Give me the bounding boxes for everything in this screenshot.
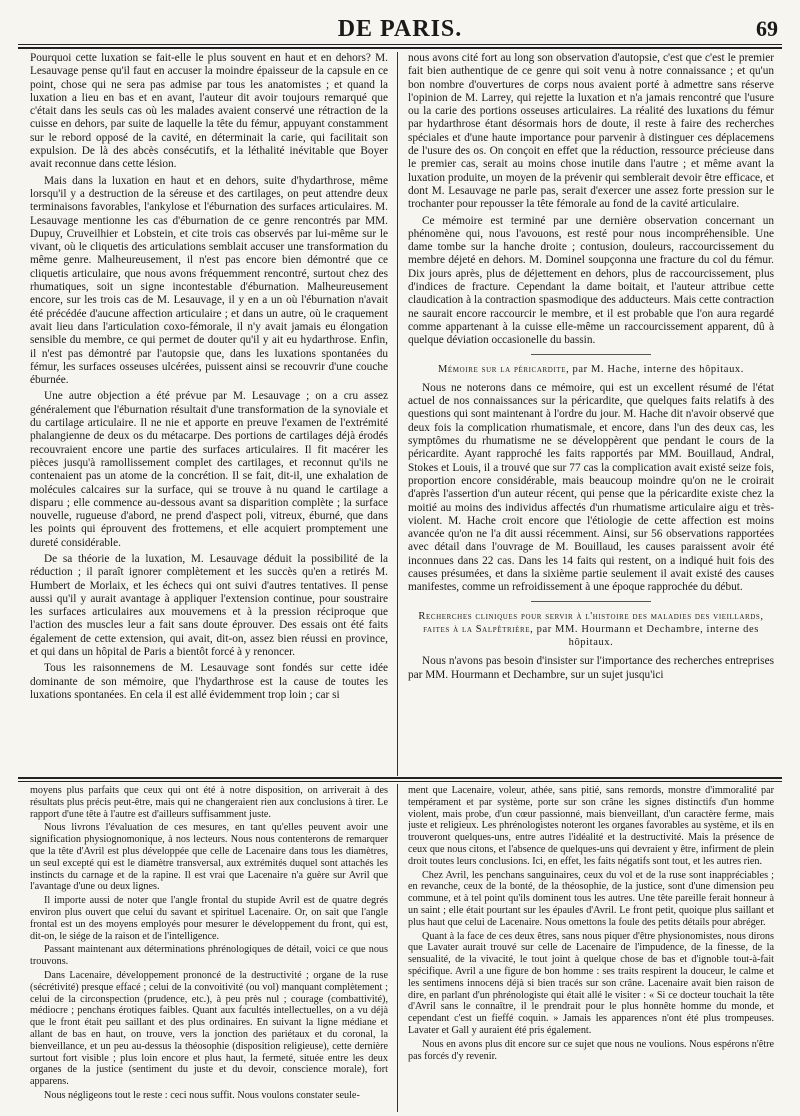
section-title: Recherches cliniques pour servir à l'histoire des maladies des vieillards, faites à la Salpêtrière, [418, 610, 764, 635]
footer-rule [18, 777, 782, 779]
paragraph: Nous livrons l'évaluation de ces mesures, en tant qu'elles peuvent avoir une signification physiognomonique, à nos lecteurs. Nous nous contenterons de remarquer que la tête d'Avril est plus développée que celle de Lacenaire dans tous les diamètres, un seul excepté qui est le diamètre transversal, aux extrémités duquel sont attachés les instincts du carnage et de la rapine. Il est vrai que Lacenaire n'a guère sur Avril que l'avantage d'une ou deux lignes. [30, 822, 388, 893]
right-column [408, 52, 774, 774]
feuilleton-left-column [30, 785, 388, 1110]
section-separator [531, 601, 651, 602]
paragraph: Nous en avons plus dit encore sur ce sujet que nous ne voulions. Nous espérons n'être pas forcés d'y revenir. [408, 1038, 774, 1062]
paragraph: Dans Lacenaire, développement prononcé de la destructivité ; organe de la ruse (sécrétivité) presque effacé ; celui de la convoitivité (ou vol) manquant complètement ; celui de la circonspection (prudence, etc.), à peu près nul ; courage (combattivité), médiocre ; penchans érotiques faibles. Quant aux facultés intellectuelles, on a vu déjà que le front était peu saillant et des plus ordinaires. En suivant la ligne médiane et allant de bas en haut, on trouve, vers la jonction des pariétaux et du coronal, la bienveillance, et un peu au-dessus la théosophie (disposition religieuse), cette dernière surtout fort visible ; plus loin encore et plus haut, la fermeté, située entre les deux organes de la justice (sentiment du juste et du devoir, conscience morale), fort apparens. [30, 969, 388, 1088]
paragraph: Nous négligeons tout le reste : ceci nous suffit. Nous voulons constater seule- [44, 1089, 360, 1101]
feuilleton-right-column [408, 785, 774, 1110]
paragraph: ment que Lacenaire, voleur, athée, sans pitié, sans remords, monstre d'immoralité par tempérament et par système, porte sur son crâne les signes distinctifs d'un homme violent, mais probe, d'un cœur passionné, mais bienveillant, d'un caractère ferme, mais juste et religieux. Les phrénologistes noteront les organes favorables au système, et ils en trouveront quelques-uns, entre autres l'idéalité et la destructivité. Mais la présence de ceux que nous citons, et l'absence de quelques-uns qui devraient y être, infirment de plein droit toutes leurs conclusions. Ici, en effet, les faits négatifs sont tout, et les autres rien. [408, 785, 774, 867]
paragraph: Chez Avril, les penchans sanguinaires, ceux du vol et de la ruse sont inappréciables ; en revanche, ceux de la bonté, de la théosophie, de la justice, sont d'une dimension peu commune, et à tel point qu'ils dominent tous les autres. Une tête pareille ferait honneur à un saint ; elle était pourtant sur les épaules d'Avril. Le front petit, quoique plus saillant et plus haut que celui de Lacenaire. Nous omettons la foule des petits détails pour abréger. [408, 869, 774, 928]
section-heading-pericardite [408, 363, 774, 376]
footer-rule-thin [18, 781, 782, 782]
paragraph: Quant à la face de ces deux êtres, sans nous piquer d'être physionomistes, nous dirons que Lavater aurait trouvé sur celle de Lacenaire de l'impudence, de la finesse, de la sensualité, de la vivacité, le tout joint à quelque chose de bas et d'ignoble tout-à-fait spécifique. Avril a une figure de bon homme : ses traits respirent la douceur, le calme et les sentimens innocens déjà si bien tracés sur son crâne. Lacenaire avait bien raison de dire, en parlant d'un phrénologiste qui était allé le visiter : « Si ce docteur touchait la tête d'Avril sans le connaître, il le prendrait pour le plus honnête homme du monde, et cependant c'est un fieffé coquin. » Jamais les apparences n'ont été plus trompeuses. Lavater et Gall y auraient été pris également. [408, 930, 774, 1036]
column-divider [397, 52, 398, 776]
header-rule-thick [18, 47, 782, 49]
footer-column-divider [397, 784, 398, 1112]
paragraph: Pourquoi cette luxation se fait-elle le plus souvent en haut et en dehors? M. Lesauvage pense qu'il faut en accuser la moindre épaisseur de la capsule en ce point, chose qui ne sera pas admise par tous les anatomistes ; et quand la luxation a lieu en bas et en avant, l'auteur dit avoir toujours remarqué que c'était dans les seuls cas où les malades avaient conservé une rétraction de la cuisse en dehors, par suite de laquelle la tête du fémur, appuyant constamment sur le rebord opposé de la cavité, en déterminait la carie, qui facilitait son expulsion. De là des abcès consécutifs, et la léthalité inévitable que Boyer avait reconnue dans cette lésion. [30, 52, 388, 171]
paragraph: Ce mémoire est terminé par une dernière observation concernant un phénomène qui, nous l'avouons, est resté pour nous incompréhensible. Une dame tombe sur la hanche droite ; contusion, douleurs, raccourcissement du membre déjeté en dehors. M. Dominel soupçonna une fracture du col du fémur. Dix jours après, plus de déjettement en dehors, plus de raccourcissement, plus d'indices de fracture. Cependant la dame boitait, et l'auteur attribue cette claudication à la contraction spasmodique des adducteurs. Mais cette contraction ne saurait encore raccourcir le membre, et il est probable que l'on aura regardé comme appartenant à la cuisse elle-même un raccourcissement apparent, dû à quelque déviation occasionelle du bassin. [408, 214, 774, 347]
paragraph: Tous les raisonnemens de M. Lesauvage sont fondés sur cette idée dominante de son mémoire, que l'hydarthrose est la cause de toutes les luxations spontanées. En cela il est allé évidemment trop loin ; car si [30, 662, 388, 701]
paragraph: De sa théorie de la luxation, M. Lesauvage déduit la possibilité de la réduction ; il paraît ignorer complètement et les succès qu'en a retirés M. Humbert de Morlaix, et les échecs qui ont suivi d'autres tentatives. Il pense aussi qu'il y aurait avantage à appliquer l'extension continue, pour soustraire les surfaces articulaires aux mouvemens et à la pression réciproque que l'action des muscles leur a fait sans doute éprouver. Des essais ont été faits également de cette extension, qui avait, dit-on, assez bien réussi en province, et qui dans un hôpital de Paris a bientôt forcé à y renoncer. [30, 552, 388, 659]
section-separator [531, 354, 651, 355]
section-author: par MM. Hourmann et Dechambre, interne des hôpitaux. [536, 623, 759, 649]
left-column [30, 52, 388, 774]
section-title: Mémoire sur la péricardite, [437, 363, 570, 375]
section-heading-vieillards [408, 610, 774, 650]
section-author: par M. Hache, interne des hôpitaux. [572, 363, 744, 375]
paragraph: Nous n'avons pas besoin d'insister sur l'importance des recherches entreprises par MM. Hourmann et Dechambre, sur un sujet jusqu'ici [408, 655, 774, 681]
paragraph: Mais dans la luxation en haut et en dehors, suite d'hydarthrose, même lorsqu'il y a destruction de la séreuse et des cartilages, on peut attendre deux terminaisons favorables, l'ankylose et l'éburnation des surfaces articulaires. M. Lesauvage mentionne les cas d'éburnation de ce genre rencontrés par MM. Dupuy, Cruveilhier et Lobstein, et cite trois cas observés par lui-même sur le vivant, où le cliquetis des articulations semblait accuser une transformation du même genre. Malheureusement, il n'est pas encore bien démontré que ce cliquetis articulaire, que nous avons fréquemment rencontré, surtout chez des rhumatiques, soit un signe incontestable d'éburnation. Malheureusement encore, sur les trois cas de M. Lesauvage, il y en a un où l'éburnation n'avait été précédée d'aucune affection articulaire ; et dans un autre, où le craquement avait lieu dans l'articulation coxo-fémorale, il n'y avait jamais eu élongation sensible du membre, ce qui permet de douter qu'il y ait eu hydarthrose. Enfin, il n'est pas démontré par l'autopsie que, dans les luxations spontanées du fémur, les surfaces osseuses ulcérées, puissent ainsi se recouvrir d'une couche éburnée. [30, 174, 388, 387]
paragraph: Une autre objection a été prévue par M. Lesauvage ; on a cru assez généralement que l'éburnation résultait d'une transformation de la synoviale et du cartilage articulaire. Il ne nie et apporte en preuve l'examen de l'extrémité phalangienne de deux os du métacarpe. Des portions de cartilages déjà érodés recouvraient encore une partie des surfaces articulaires. Il fit macérer les pièces jusqu'à ramollissement complet des cartilages, et reconnut qu'ils ne contenaient pas un atome de la concrétion. Il se fait, dit-il, une exhalation de molécules calcaires sur la surface, qui se trouve à nu quand le cartilage a disparu ; elle commence au-dessous avant sa disparition complète ; la surface nouvelle, rugueuse d'abord, ne prend d'aspect poli, vitreux, éburné, que dans les points qui éprouvent des frottemens, et elle acquiert promptement une dureté considérable. [30, 390, 388, 549]
paragraph: Passant maintenant aux déterminations phrénologiques de détail, voici ce que nous trouvons. [30, 944, 388, 968]
page-title: DE PARIS. [337, 16, 463, 42]
header-rule [18, 44, 782, 45]
paragraph: Nous ne noterons dans ce mémoire, qui est un excellent résumé de l'état actuel de nos connaissances sur la péricardite, que quelques faits relatifs à des questions qui sont maintenant à l'ordre du jour. M. Hache dit n'avoir observé que deux fois la complication rhumatismale, et encore, dans l'un des deux cas, les symptômes du rhumatisme ne se développèrent que pendant le cours de la péricardite. Ayant rapproché les faits rapportés par MM. Bouillaud, Andral, Stokes et Louis, il a trouvé que sur 77 cas la complication avait existé seize fois, proportion encore considérable, mais beaucoup moindre qu'on ne le croirait d'après l'assertion d'un auteur récent, qui pense que la péricardite existe chez la moitié au moins des individus affectés d'un rhumatisme articulaire aigu et très-violent. M. Hache croit encore que l'étiologie de cette affection est moins avancée qu'on ne l'a dit aussi récemment. Ainsi, sur 56 observations rapportées avec détail dans l'ouvrage de M. Bouillaud, les causes paraissent avoir été inconnues dans 22 cas. Dans les 14 faits qui restent, on a indiqué huit fois des causes présumées, et dans la sixième partie seulement il avait existé des causes manifestes, comme un refroidissement à une époque rapprochée du début. [408, 381, 774, 594]
paragraph: Il importe aussi de noter que l'angle frontal du stupide Avril est de quatre degrés environ plus ouvert que celui du savant et spirituel Lacenaire. Or, on sait que l'angle frontal est un des moyens employés pour mesurer le développement du front, qui est, dit-on, le siége de la raison et de l'intelligence. [30, 895, 388, 942]
paragraph: nous avons cité fort au long son observation d'autopsie, c'est que c'est le premier fait bien authentique de ce genre qui soit venu à notre connaissance ; et qu'un bon nombre d'ouvertures de corps nous avaient porté à admettre sans réserve l'opinion de M. Larrey, qui rejette la luxation et n'a jamais rencontré que l'usure ou la carie des portions osseuses articulaires. La réalité des luxations du fémur par hydarthrose étant désormais hors de doute, il reste à faire des recherches spéciales et d'une haute importance pour parvenir à distinguer ces déplacemens de l'usure des os. On conçoit en effet que la réduction, ressource précieuse dans le premier cas, serait au moins chose inutile dans l'autre ; et même avant la luxation produite, un moyen de la prévenir qui semblerait devoir être efficace, et dont M. Lesauvage ne parle pas, serait d'exercer une assez forte pression sur le trochanter pour repousser la tête fémorale au fond de la cavité articulaire. [408, 52, 774, 211]
page-number: 69 [756, 16, 778, 41]
paragraph: moyens plus parfaits que ceux qui ont été à notre disposition, on arriverait à des résultats plus précis peut-être, mais qui ne changeraient rien aux conclusions à tirer. Le rapport d'une tête à l'autre est d'ailleurs suffisamment juste. [30, 785, 388, 820]
